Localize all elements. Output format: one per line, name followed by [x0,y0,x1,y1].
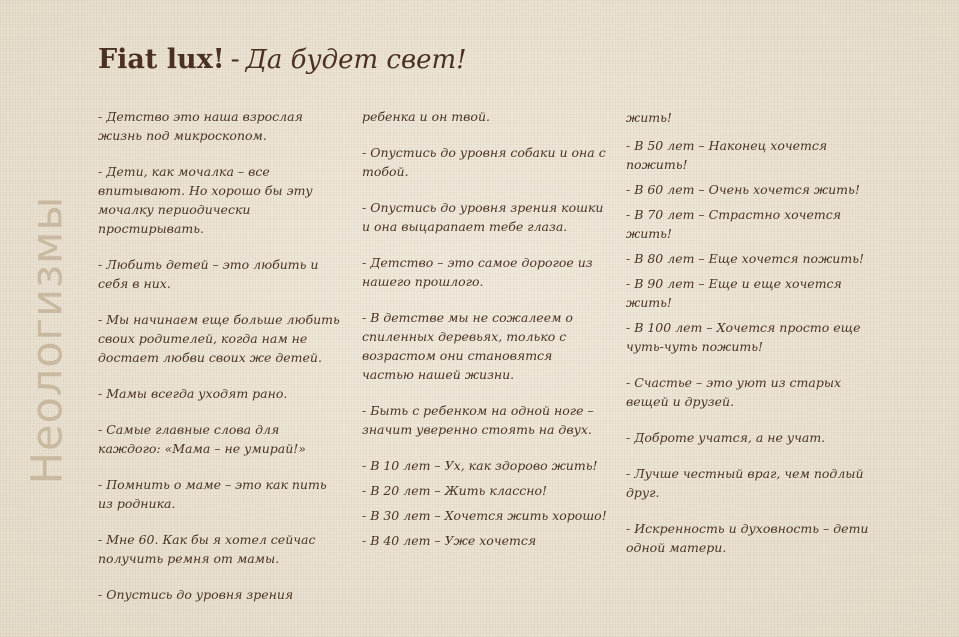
aphorism-item: - Самые главные слова для каждого: «Мама – не умирай!» [98,422,306,456]
aphorism-item: ребенка и он твой. [362,109,490,124]
aphorism-item: - Опустись до уровня зрения [98,587,294,602]
aphorism-item: - Доброте учатся, а не учат. [626,430,826,445]
side-label-text: Неологизмы [22,195,72,485]
aphorism-item: - В детстве мы не сожалеем о спиленных деревьях, только с возрастом они становятся частью нашей жизни. [362,310,573,382]
aphorism-item: - В 20 лет – Жить классно! [362,483,548,498]
aphorism-item: - Опустись до уровня зрения кошки и она выцарапает тебе глаза. [362,200,604,234]
aphorism-item: - В 90 лет – Еще и еще хочется жить! [626,276,842,310]
aphorism-item: жить! [626,110,672,125]
aphorism-item: - Детство это наша взрослая жизнь под микроскопом. [98,109,303,143]
aphorism-item: - Быть с ребенком на одной ноге – значит уверенно стоять на двух. [362,403,594,437]
page-title [98,44,467,75]
aphorism-item: - Дети, как мочалка – все впитывают. Но хорошо бы эту мочалку периодически простирывать. [98,164,313,236]
title-russian: Да будет свет! [245,45,467,75]
aphorism-item: - В 100 лет – Хочется просто еще чуть-чуть пожить! [626,320,861,354]
aphorism-item: - Любить детей – это любить и себя в них. [98,257,319,291]
aphorism-item: - В 60 лет – Очень хочется жить! [626,182,860,197]
aphorism-item: - Детство – это самое дорогое из нашего прошлого. [362,255,593,289]
aphorism-item: - В 30 лет – Хочется жить хорошо! [362,508,607,523]
aphorism-item: - Помнить о маме – это как пить из родника. [98,477,327,511]
text-column-2 [362,107,607,550]
aphorism-item: - В 40 лет – Уже хочется [362,533,537,548]
aphorism-item: - Искренность и духовность – дети одной матери. [626,521,869,555]
aphorism-item: - Мне 60. Как бы я хотел сейчас получить ремня от мамы. [98,532,316,566]
aphorism-item: - В 50 лет – Наконец хочется пожить! [626,138,828,172]
aphorism-item: - В 10 лет – Ух, как здорово жить! [362,458,598,473]
aphorism-item: - Счастье – это уют из старых вещей и друзей. [626,375,842,409]
aphorism-item: - Мамы всегда уходят рано. [98,386,288,401]
text-column-3 [626,108,871,557]
text-column-1 [98,107,343,604]
title-latin: Fiat lux! [98,44,225,75]
aphorism-item: - Мы начинаем еще больше любить своих родителей, когда нам не достает любви своих же детей. [98,312,340,365]
aphorism-item: - Опустись до уровня собаки и она с тобой. [362,145,606,179]
aphorism-item: - Лучше честный враг, чем подлый друг. [626,466,864,500]
aphorism-item: - В 70 лет – Страстно хочется жить! [626,207,841,241]
aphorism-item: - В 80 лет – Еще хочется пожить! [626,251,865,266]
title-separator: - [230,44,240,75]
side-label [22,180,72,500]
